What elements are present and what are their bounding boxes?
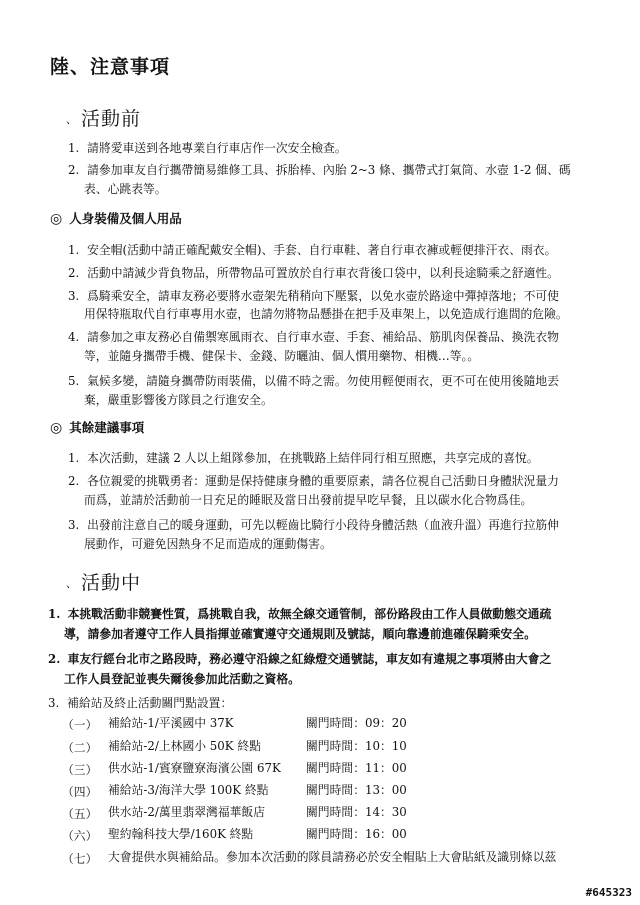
section-heading-during <box>66 568 141 595</box>
bullet-icon: ◎ <box>50 420 63 436</box>
station-name: 補給站-3/海洋大學 100K 終點 <box>108 783 269 797</box>
station-row <box>62 737 97 756</box>
station-name: 補給站-2/上林國小 50K 終點 <box>108 739 261 753</box>
item-text: 安全帽(活動中請正確配戴安全帽)、手套、自行車鞋、著自行車衣褲或輕便排汗衣、雨衣。 <box>87 243 557 257</box>
item-number: 3. <box>68 289 80 303</box>
list-item <box>48 692 232 711</box>
heading-text: 活動中 <box>81 572 142 594</box>
station-name: 補給站-1/平溪國中 37K <box>108 716 234 730</box>
item-text: 車友行經台北市之路段時，務必遵守沿線之紅綠燈交通號誌，車友如有違規之事項將由大會之 <box>67 652 552 666</box>
list-item <box>68 239 556 258</box>
list-item <box>68 370 559 389</box>
list-item <box>68 326 559 345</box>
item-number: 3. <box>68 518 80 532</box>
item-text: 請參加之車友務必自備禦寒風雨衣、自行車水壺、手套、補給品、筋肌肉保養品、換洗衣物 <box>87 330 559 344</box>
section-heading-before <box>66 104 141 131</box>
station-time: 關門時間：10：10 <box>306 739 407 753</box>
item-number: 2. <box>68 474 80 488</box>
list-item <box>48 603 551 622</box>
item-text: 氣候多變，請隨身攜帶防雨裝備，以備不時之需。勿使用輕便雨衣，更不可在使用後隨地丟 <box>87 374 559 388</box>
item-text-continuation: 用保特瓶取代自行車專用水壺，也請勿將物品懸掛在把手及車架上，以免造成行進間的危險。 <box>84 307 568 321</box>
item-number: 2. <box>48 652 61 666</box>
item-text-continuation: 棄，嚴重影響後方隊員之行進安全。 <box>84 393 273 407</box>
item-text-continuation: 工作人員登記並喪失爾後參加此活動之資格。 <box>64 672 300 686</box>
station-row <box>62 803 97 822</box>
station-tag: （二） <box>62 741 98 755</box>
list-item <box>68 159 571 178</box>
item-number: 3. <box>48 696 60 710</box>
item-text: 本次活動，建議 2 人以上組隊參加，在挑戰路上結伴同行相互照應，共享完成的喜悅。 <box>87 451 539 465</box>
item-number: 2. <box>68 266 80 280</box>
station-row <box>62 714 97 733</box>
item-text: 爲騎乘安全，請車友務必要將水壺架先稍稍向下壓緊，以免水壺於路途中彈掉落地；不可使 <box>87 289 559 303</box>
list-item <box>68 262 559 281</box>
item-text-continuation: 導，請參加者遵守工作人員指揮並確實遵守交通規則及號誌，順向靠邊前進確保騎乘安全。 <box>64 627 536 641</box>
item-text: 補給站及終止活動關門點設置： <box>67 696 233 710</box>
station-name: 供水站-2/萬里翡翠灣福華飯店 <box>108 805 266 819</box>
station-time: 關門時間：16：00 <box>306 827 407 841</box>
list-item <box>68 470 559 489</box>
station-name: 供水站-1/賓寮鹽寮海濱公園 67K <box>108 761 281 775</box>
document-id-stamp: #645323 <box>585 886 632 899</box>
section-heading-suggestions <box>50 418 144 436</box>
item-number: 1. <box>68 141 80 155</box>
section-heading-equipment <box>50 209 182 227</box>
station-tag: （三） <box>62 763 98 777</box>
item-number: 5. <box>68 374 80 388</box>
station-time: 關門時間：14：30 <box>306 805 407 819</box>
station-row <box>62 781 97 800</box>
item-number: 1. <box>68 243 80 257</box>
station-time: 關門時間：11：00 <box>306 761 407 775</box>
heading-mark: 、 <box>66 577 78 590</box>
list-item <box>68 514 559 533</box>
station-row <box>62 759 97 778</box>
station-name: 大會提供水與補給品。參加本次活動的隊員請務必於安全帽貼上大會貼紙及識別條以茲 <box>108 850 557 864</box>
station-name: 聖約翰科技大學/160K 終點 <box>108 827 254 841</box>
item-number: 1. <box>48 607 61 621</box>
item-text: 請將愛車送到各地專業自行車店作一次安全檢查。 <box>87 141 347 155</box>
item-number: 2. <box>68 163 80 177</box>
heading-text: 活動前 <box>81 108 142 130</box>
list-item <box>68 137 347 156</box>
item-text-continuation: 等，並隨身攜帶手機、健保卡、金錢、防曬油、個人慣用藥物、相機…等。。 <box>84 349 480 363</box>
list-item <box>68 285 559 304</box>
item-text-continuation: 而爲，並請於活動前一日充足的睡眠及當日出發前提早吃早餐，且以碳水化合物爲佳。 <box>84 493 533 507</box>
bullet-icon: ◎ <box>50 211 63 227</box>
item-number: 4. <box>68 330 80 344</box>
item-number: 1. <box>68 451 80 465</box>
page-title: 陸、注意事項 <box>50 56 171 78</box>
item-text: 出發前注意自己的暖身運動，可先以輕齒比騎行小段待身體活熱（血液升溫）再進行拉筋伸 <box>87 518 559 532</box>
item-text: 活動中請減少背負物品，所帶物品可置放於自行車衣背後口袋中，以利長途騎乘之舒適性。 <box>87 266 559 280</box>
item-text-continuation: 表、心跳表等。 <box>84 182 167 196</box>
list-item <box>68 447 539 466</box>
heading-mark: 、 <box>66 113 78 126</box>
station-tag: （四） <box>62 785 98 799</box>
heading-text: 其餘建議事項 <box>69 420 145 435</box>
station-tag: （五） <box>62 807 98 821</box>
item-text-continuation: 展動作，可避免因熱身不足而造成的運動傷害。 <box>84 537 332 551</box>
station-tag: （一） <box>62 718 98 732</box>
station-row <box>62 825 97 844</box>
item-text: 請參加車友自行攜帶簡易維修工具、拆胎棒、內胎 2~3 條、攜帶式打氣筒、水壺 1-2 個、碼 <box>87 163 571 177</box>
item-text: 本挑戰活動非競賽性質，爲挑戰自我，故無全線交通管制，部份路段由工作人員做動態交通疏 <box>67 607 552 621</box>
station-time: 關門時間：09：20 <box>306 716 407 730</box>
station-row <box>62 848 97 867</box>
heading-text: 人身裝備及個人用品 <box>69 211 182 226</box>
list-item <box>48 648 551 667</box>
item-text: 各位親愛的挑戰勇者：運動是保持健康身體的重要原素，請各位視自己活動日身體狀況量力 <box>87 474 559 488</box>
station-time: 關門時間：13：00 <box>306 783 407 797</box>
station-tag: （六） <box>62 829 98 843</box>
station-tag: （七） <box>62 852 98 866</box>
